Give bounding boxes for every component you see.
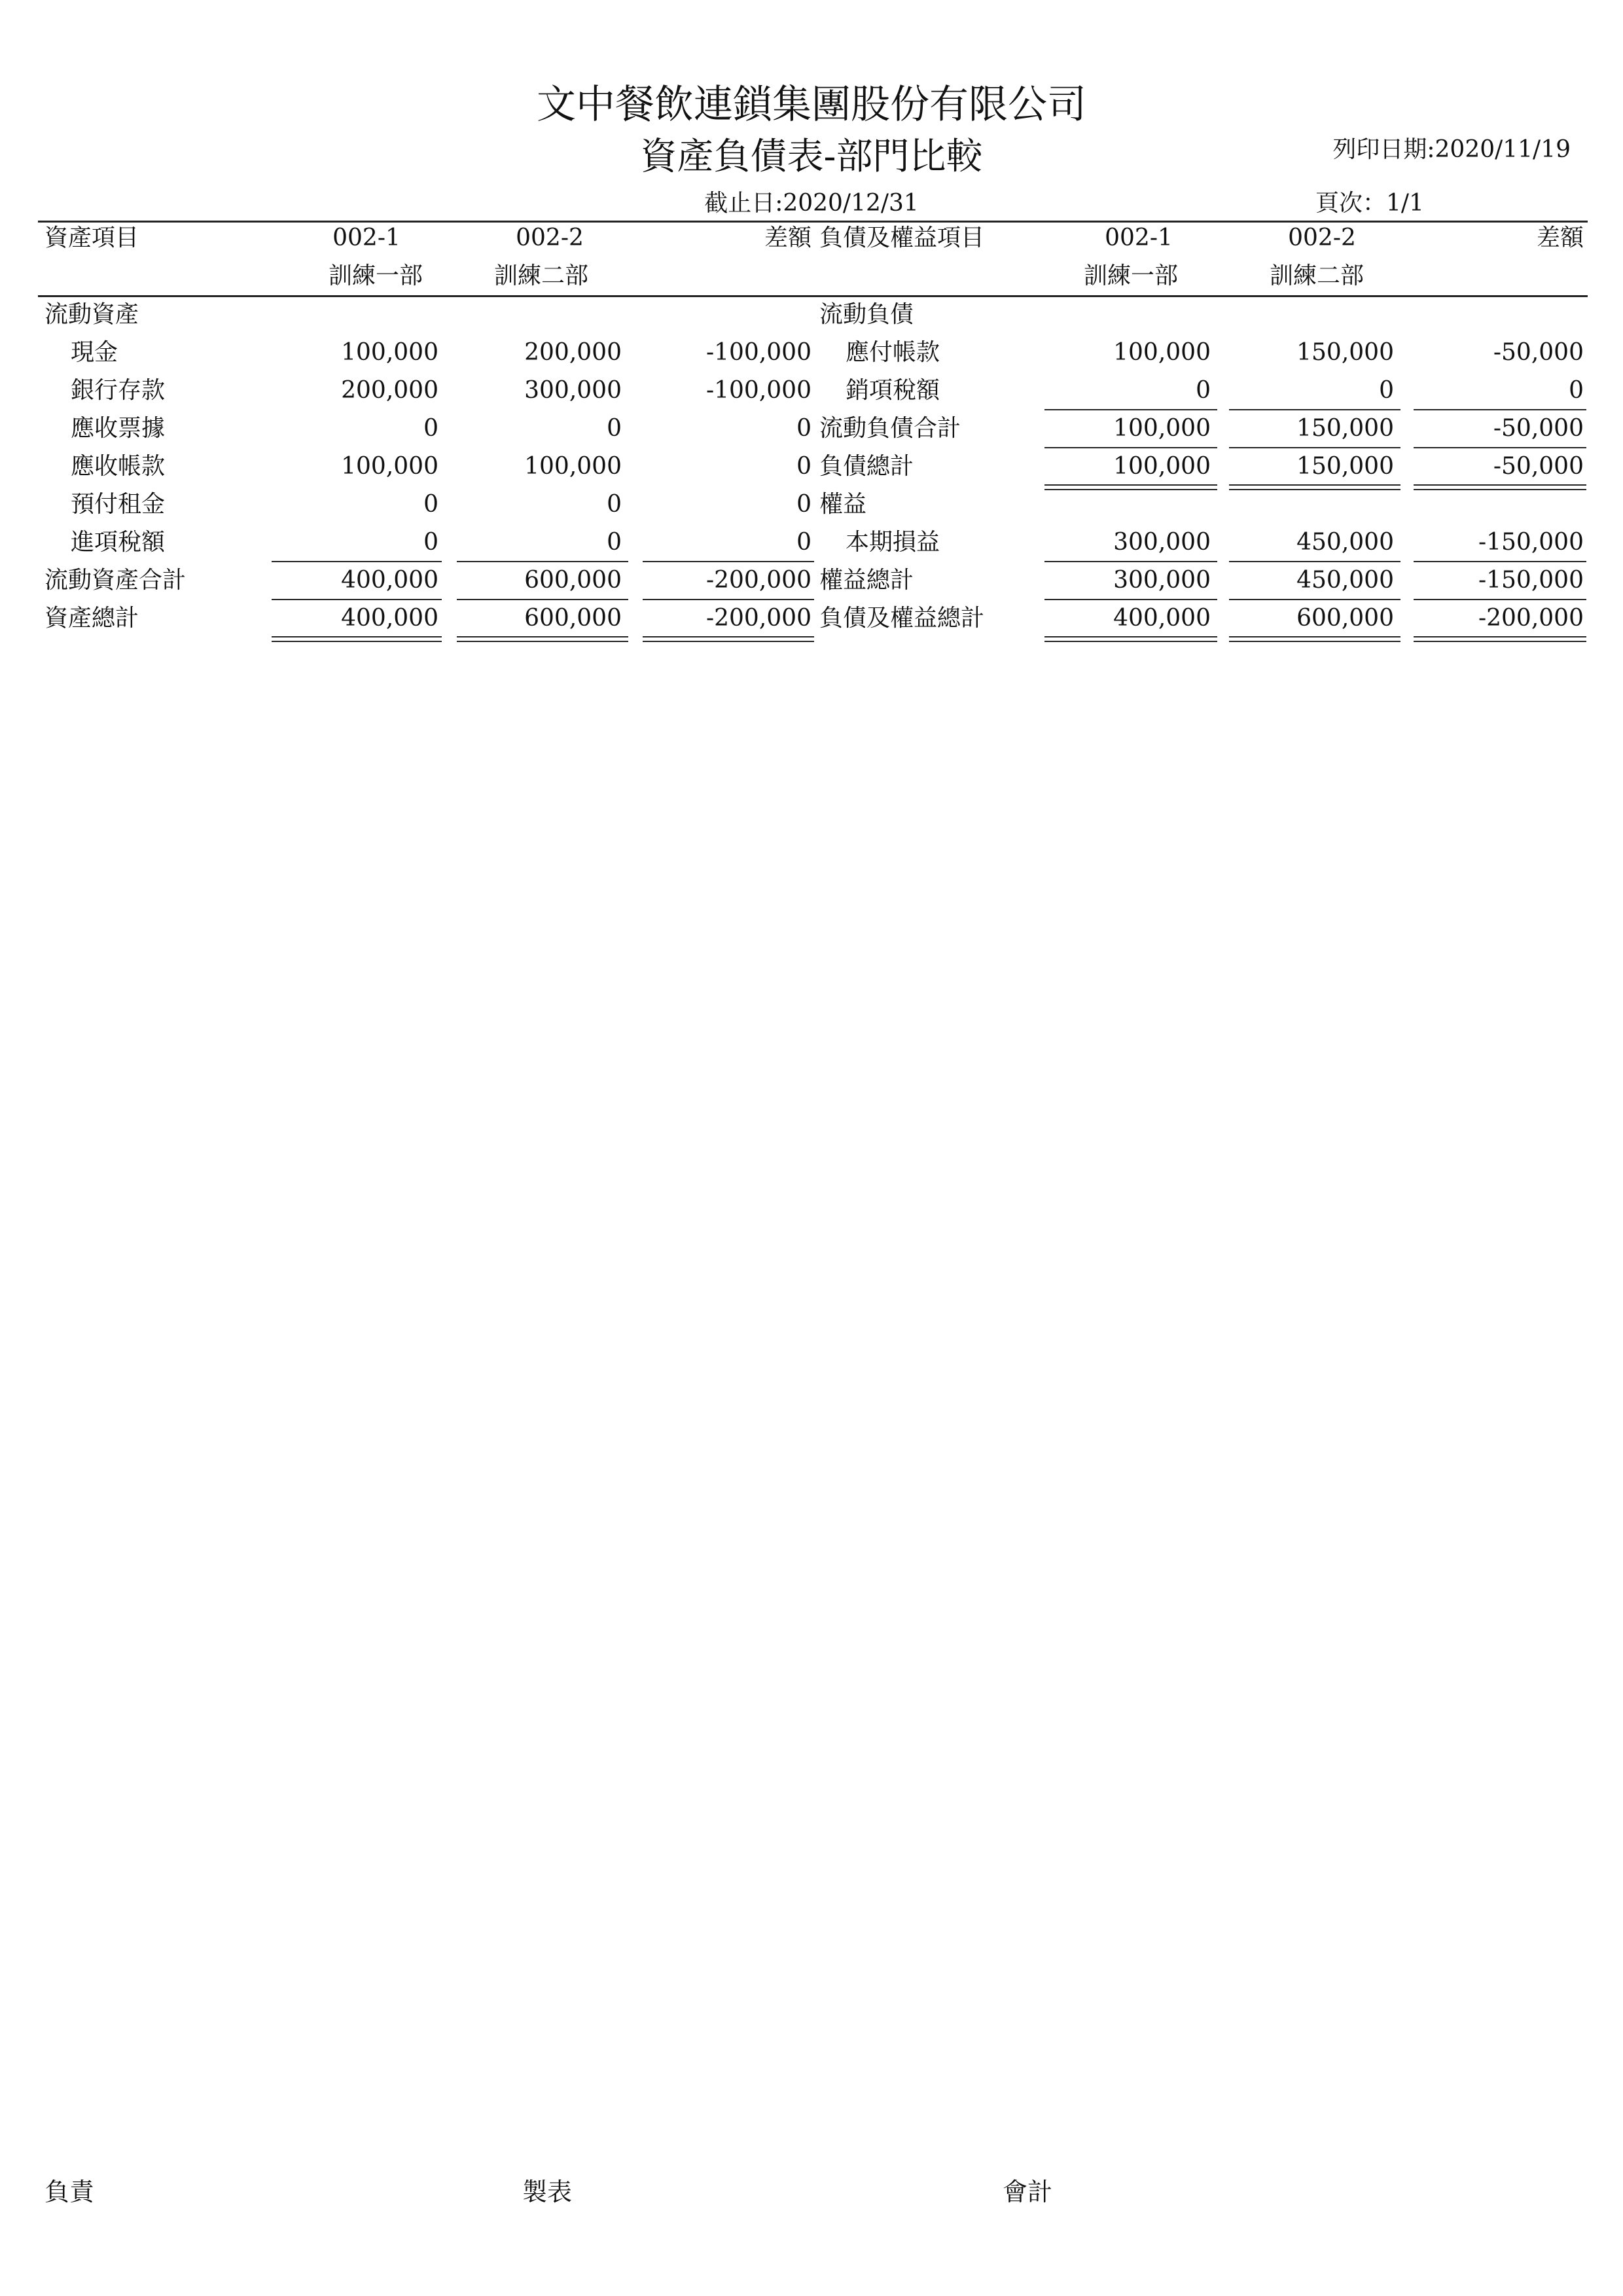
subtotal-line [1229, 447, 1400, 448]
total-double-line [1414, 484, 1586, 490]
col-liab-dept1-code: 002-1 [1105, 224, 1173, 251]
subtotal-line [643, 561, 814, 562]
subtotal-line [272, 561, 442, 562]
subtotal-line [1044, 599, 1217, 600]
asset-row-d2: 0 [607, 529, 622, 556]
asset-row-d2: 0 [607, 415, 622, 442]
col-liab-dept2-name: 訓練二部 [1270, 262, 1364, 289]
subtotal-line [457, 599, 628, 600]
liab-total-diff: -50,000 [1493, 453, 1584, 480]
col-liab-dept2-code: 002-2 [1288, 224, 1356, 251]
liab-row-label: 應付帳款 [846, 339, 940, 366]
asset-current-total-d2: 600,000 [524, 567, 622, 594]
liab-total-d1: 100,000 [1113, 453, 1211, 480]
liab-equity-grand-total-diff: -200,000 [1478, 605, 1584, 632]
asset-row-d2: 300,000 [524, 377, 622, 404]
equity-total-d1: 300,000 [1113, 567, 1211, 594]
subtotal-line [643, 599, 814, 600]
asset-row-label: 預付租金 [71, 491, 166, 518]
asset-grand-total-label: 資產總計 [45, 605, 139, 632]
asset-row-d1: 100,000 [341, 339, 438, 366]
asset-row-d1: 0 [423, 529, 438, 556]
subtotal-line [1044, 561, 1217, 562]
liab-current-total-diff: -50,000 [1493, 415, 1584, 442]
asset-row-label: 應收帳款 [71, 453, 166, 480]
subtotal-line [1414, 561, 1586, 562]
subtotal-line [1044, 447, 1217, 448]
asset-grand-total-d1: 400,000 [341, 605, 438, 632]
print-date: 列印日期:2020/11/19 [1332, 136, 1571, 163]
grand-total-double-line [272, 636, 442, 642]
total-double-line [1044, 484, 1217, 490]
subtotal-line [1414, 599, 1586, 600]
subtotal-line [1229, 599, 1400, 600]
liab-total-label: 負債總計 [819, 453, 914, 480]
liab-row-d1: 100,000 [1113, 339, 1211, 366]
grand-total-double-line [1044, 636, 1217, 642]
liab-current-total-label: 流動負債合計 [819, 415, 961, 442]
liab-section-label: 流動負債 [819, 301, 914, 328]
asset-row-label: 應收票據 [71, 415, 166, 442]
equity-row-label: 本期損益 [846, 529, 940, 556]
report-title: 資產負債表-部門比較 [640, 135, 983, 178]
footer-accounting: 會計 [1003, 2178, 1053, 2206]
asset-grand-total-d2: 600,000 [524, 605, 622, 632]
asset-row-label: 進項稅額 [71, 529, 166, 556]
grand-total-double-line [1414, 636, 1586, 642]
col-asset-dept2-name: 訓練二部 [494, 262, 589, 289]
asset-section-label: 流動資產 [45, 301, 139, 328]
liab-total-d2: 150,000 [1296, 453, 1394, 480]
asset-row-d1: 100,000 [341, 453, 438, 480]
grand-total-double-line [1229, 636, 1400, 642]
liab-row-diff: 0 [1569, 377, 1584, 404]
cutoff-date: 截止日:2020/12/31 [704, 190, 919, 217]
equity-row-diff: -150,000 [1478, 529, 1584, 556]
col-liab-dept1-name: 訓練一部 [1084, 262, 1179, 289]
col-asset-diff: 差額 [764, 224, 812, 251]
liab-row-d1: 0 [1196, 377, 1211, 404]
page-number: 頁次：1/1 [1315, 190, 1424, 217]
asset-row-diff: 0 [796, 491, 812, 518]
equity-section-label: 權益 [819, 491, 867, 518]
subtotal-line [457, 561, 628, 562]
asset-current-total-diff: -200,000 [705, 567, 812, 594]
asset-row-diff: 0 [796, 415, 812, 442]
subtotal-line [1414, 447, 1586, 448]
footer-responsible: 負責 [45, 2178, 95, 2206]
liab-current-total-d1: 100,000 [1113, 415, 1211, 442]
liab-row-d2: 150,000 [1296, 339, 1394, 366]
asset-row-diff: -100,000 [705, 339, 812, 366]
liab-row-diff: -50,000 [1493, 339, 1584, 366]
asset-row-diff: 0 [796, 453, 812, 480]
liab-current-total-d2: 150,000 [1296, 415, 1394, 442]
col-asset-dept1-name: 訓練一部 [329, 262, 423, 289]
equity-total-label: 權益總計 [819, 567, 914, 594]
asset-row-d2: 200,000 [524, 339, 622, 366]
asset-row-d2: 0 [607, 491, 622, 518]
asset-row-d1: 200,000 [341, 377, 438, 404]
subtotal-line [1414, 409, 1586, 410]
asset-current-total-label: 流動資產合計 [45, 567, 187, 594]
grand-total-double-line [643, 636, 814, 642]
asset-row-label: 現金 [71, 339, 118, 366]
col-asset-item: 資產項目 [45, 224, 139, 251]
liab-equity-grand-total-d2: 600,000 [1296, 605, 1394, 632]
asset-grand-total-diff: -200,000 [705, 605, 812, 632]
equity-total-diff: -150,000 [1478, 567, 1584, 594]
col-asset-dept1-code: 002-1 [332, 224, 401, 251]
subtotal-line [272, 599, 442, 600]
header-bottom-rule [38, 295, 1588, 297]
subtotal-line [1229, 409, 1400, 410]
equity-total-d2: 450,000 [1296, 567, 1394, 594]
company-name: 文中餐飲連鎖集團股份有限公司 [537, 82, 1086, 128]
asset-row-d1: 0 [423, 415, 438, 442]
asset-row-d2: 100,000 [524, 453, 622, 480]
asset-row-d1: 0 [423, 491, 438, 518]
asset-row-diff: 0 [796, 529, 812, 556]
asset-row-label: 銀行存款 [71, 377, 166, 404]
liab-row-d2: 0 [1379, 377, 1394, 404]
liab-equity-grand-total-d1: 400,000 [1113, 605, 1211, 632]
col-asset-dept2-code: 002-2 [516, 224, 584, 251]
equity-row-d2: 450,000 [1296, 529, 1394, 556]
grand-total-double-line [457, 636, 628, 642]
subtotal-line [1229, 561, 1400, 562]
liab-row-label: 銷項稅額 [846, 377, 940, 404]
asset-row-diff: -100,000 [705, 377, 812, 404]
asset-current-total-d1: 400,000 [341, 567, 438, 594]
col-liab-diff: 差額 [1536, 224, 1584, 251]
liab-equity-grand-total-label: 負債及權益總計 [819, 605, 985, 632]
total-double-line [1229, 484, 1400, 490]
subtotal-line [1044, 409, 1217, 410]
col-liab-item: 負債及權益項目 [819, 224, 985, 251]
equity-row-d1: 300,000 [1113, 529, 1211, 556]
footer-prepared: 製表 [522, 2178, 573, 2206]
